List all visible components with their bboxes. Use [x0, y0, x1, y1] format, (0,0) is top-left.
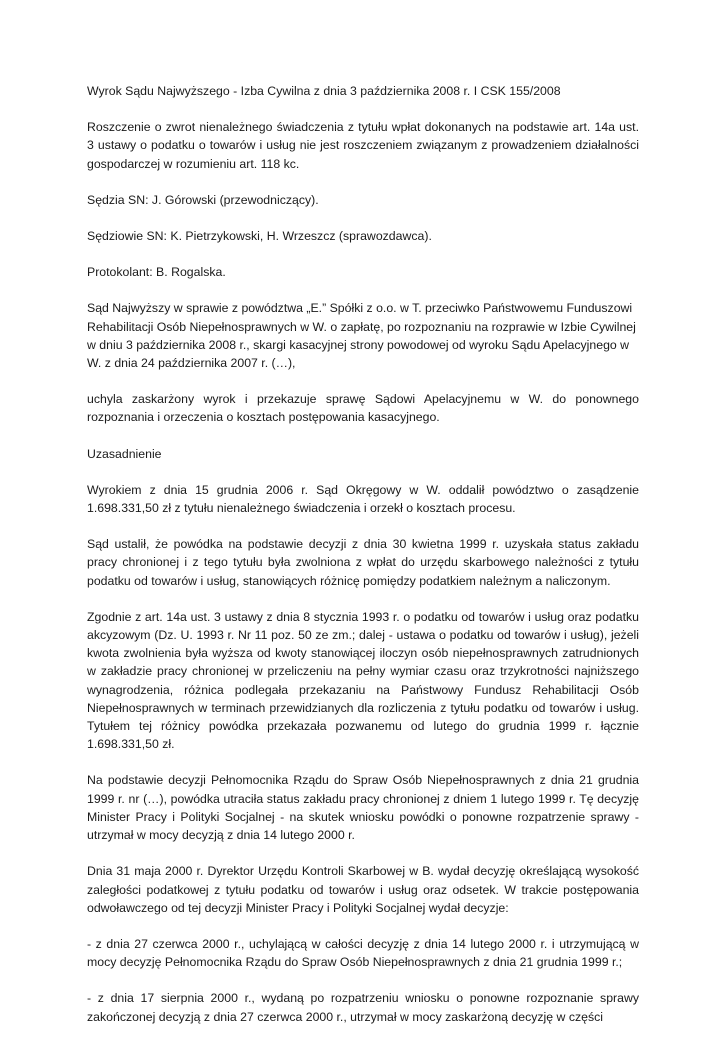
document-title: Wyrok Sądu Najwyższego - Izba Cywilna z dnia 3 października 2008 r. I CSK 155/2008	[87, 84, 561, 98]
document-thesis: Roszczenie o zwrot nienależnego świadczenia z tytułu wpłat dokonanych na podstawie art. 14a ust. 3 ustawy o podatku o towarów i usług nie jest roszczeniem związanym z prowadzeniem działalności gospodarczej w rozumieniu art. 118 kc.	[87, 120, 639, 171]
justification-heading: Uzasadnienie	[87, 446, 162, 461]
body-paragraph: - z dnia 27 czerwca 2000 r., uchylającą w całości decyzję z dnia 14 lutego 2000 r. i utrzymującą w mocy decyzję Pełnomocnika Rządu do Spraw Osób Niepełnosprawnych z dnia 21 grudnia 1999 r.;	[87, 936, 639, 970]
body-paragraph: Dnia 31 maja 2000 r. Dyrektor Urzędu Kontroli Skarbowej w B. wydał decyzję określającą wysokość zaległości podatkowej z tytułu podatku od towarów i usług oraz odsetek. W trakcie postępowania odwoławczego od tej decyzji Minister Pracy i Polityki Socjalnej wydał decyzje:	[87, 864, 639, 915]
judge-chair: Sędzia SN: J. Górowski (przewodniczący).	[87, 192, 319, 207]
verdict-paragraph: uchyla zaskarżony wyrok i przekazuje sprawę Sądowi Apelacyjnemu w W. do ponownego rozpoznania i orzeczenia o kosztach postępowania kasacyjnego.	[87, 392, 639, 425]
body-paragraph: Zgodnie z art. 14a ust. 3 ustawy z dnia 8 stycznia 1993 r. o podatku od towarów i usług oraz podatku akcyzowym (Dz. U. 1993 r. Nr 11 poz. 50 ze zm.; dalej - ustawa o podatku od towarów i usług), jeżeli kwota zwolnienia była wyższa od kwoty stanowiącej iloczyn osób niepełnosprawnych zatrudnionych w zakładzie pracy chronionej w przeliczeniu na pełny wymiar czasu oraz trzykrotności najniższego wynagrodzenia, różnica podlegała przekazaniu na Państwowy Fundusz Rehabilitacji Osób Niepełnosprawnych w terminach przewidzianych dla rozliczenia z tytułu podatku od towarów i usług. Tytułem tej różnicy powódka przekazała pozwanemu od lutego do grudnia 1999 r. łącznie 1.698.331,50 zł.	[87, 609, 639, 752]
judges: Sędziowie SN: K. Pietrzykowski, H. Wrzeszcz (sprawozdawca).	[87, 229, 432, 244]
intro-paragraph: Sąd Najwyższy w sprawie z powództwa „E.” Spółki z o.o. w T. przeciwko Państwowemu Funduszowi Rehabilitacji Osób Niepełnosprawnych w W. o zapłatę, po rozpoznaniu na rozprawie w Izbie Cywilnej w dniu 3 października 2008 r., skargi kasacyjnej strony powodowej od wyroku Sądu Apelacyjnego w W. z dnia 24 października 2007 r. (…),	[87, 301, 636, 371]
document-page	[87, 82, 639, 1044]
body-paragraph: Sąd ustalił, że powódka na podstawie decyzji z dnia 30 kwietna 1999 r. uzyskała status zakładu pracy chronionej i z tego tytułu była zwolniona z wpłat do urzędu skarbowego należności z tytułu podatku od towarów i usług, stanowiących różnicę pomiędzy podatkiem należnym a naliczonym.	[87, 537, 639, 588]
body-paragraph: Na podstawie decyzji Pełnomocnika Rządu do Spraw Osób Niepełnosprawnych z dnia 21 grudnia 1999 r. nr (…), powódka utraciła status zakładu pracy chronionej z dniem 1 lutego 1999 r. Tę decyzję Minister Pracy i Polityki Socjalnej - na skutek wniosku powódki o ponowne rozpatrzenie sprawy - utrzymał w mocy decyzją z dnia 14 lutego 2000 r.	[87, 773, 639, 843]
body-paragraph: - z dnia 17 sierpnia 2000 r., wydaną po rozpatrzeniu wniosku o ponowne rozpoznanie sprawy zakończonej decyzją z dnia 27 czerwca 2000 r., utrzymał w mocy zaskarżoną decyzję w części	[87, 991, 639, 1024]
clerk: Protokolant: B. Rogalska.	[87, 265, 226, 280]
body-paragraph: Wyrokiem z dnia 15 grudnia 2006 r. Sąd Okręgowy w W. oddalił powództwo o zasądzenie 1.698.331,50 zł z tytułu nienależnego świadczenia i orzekł o kosztach procesu.	[87, 482, 639, 516]
